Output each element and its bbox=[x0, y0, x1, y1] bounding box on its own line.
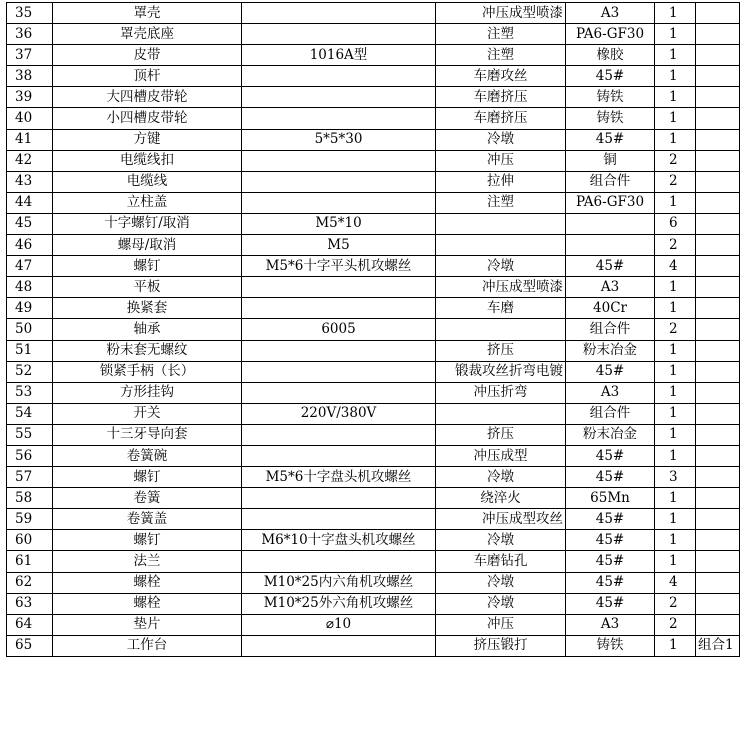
cell-material: A3 bbox=[566, 3, 655, 24]
cell-part-name: 电缆线 bbox=[53, 171, 242, 192]
cell-note bbox=[696, 129, 740, 150]
cell-quantity: 1 bbox=[655, 277, 696, 298]
cell-item-number: 48 bbox=[7, 277, 53, 298]
cell-item-number: 49 bbox=[7, 298, 53, 319]
cell-quantity: 1 bbox=[655, 445, 696, 466]
table-row bbox=[7, 614, 740, 635]
cell-item-number: 53 bbox=[7, 382, 53, 403]
cell-material: 组合件 bbox=[566, 171, 655, 192]
table-row bbox=[7, 551, 740, 572]
cell-part-name: 大四槽皮带轮 bbox=[53, 87, 242, 108]
cell-note bbox=[696, 403, 740, 424]
cell-material: 45# bbox=[566, 530, 655, 551]
cell-specification bbox=[242, 298, 436, 319]
cell-item-number: 65 bbox=[7, 635, 53, 656]
table-row bbox=[7, 509, 740, 530]
cell-specification bbox=[242, 551, 436, 572]
cell-item-number: 40 bbox=[7, 108, 53, 129]
cell-note bbox=[696, 192, 740, 213]
cell-quantity: 1 bbox=[655, 108, 696, 129]
cell-material: 45# bbox=[566, 509, 655, 530]
cell-note bbox=[696, 3, 740, 24]
cell-material: 45# bbox=[566, 551, 655, 572]
table-row bbox=[7, 530, 740, 551]
cell-item-number: 35 bbox=[7, 3, 53, 24]
cell-item-number: 44 bbox=[7, 192, 53, 213]
cell-item-number: 56 bbox=[7, 445, 53, 466]
cell-specification: M10*25内六角机攻螺丝 bbox=[242, 572, 436, 593]
cell-material: 45# bbox=[566, 572, 655, 593]
cell-quantity: 1 bbox=[655, 551, 696, 572]
cell-specification bbox=[242, 424, 436, 445]
cell-specification bbox=[242, 277, 436, 298]
cell-material: PA6-GF30 bbox=[566, 24, 655, 45]
cell-note bbox=[696, 340, 740, 361]
cell-note bbox=[696, 256, 740, 277]
cell-part-name: 换紧套 bbox=[53, 298, 242, 319]
cell-process: 拉伸 bbox=[436, 171, 566, 192]
cell-material: 铸铁 bbox=[566, 108, 655, 129]
cell-process: 注塑 bbox=[436, 24, 566, 45]
cell-quantity: 3 bbox=[655, 467, 696, 488]
cell-material: 粉末冶金 bbox=[566, 340, 655, 361]
cell-specification bbox=[242, 192, 436, 213]
cell-specification: M5 bbox=[242, 235, 436, 256]
cell-item-number: 43 bbox=[7, 171, 53, 192]
cell-specification bbox=[242, 509, 436, 530]
table-row bbox=[7, 277, 740, 298]
table-row bbox=[7, 445, 740, 466]
cell-process: 车磨 bbox=[436, 298, 566, 319]
cell-material: 45# bbox=[566, 66, 655, 87]
cell-specification bbox=[242, 340, 436, 361]
cell-item-number: 47 bbox=[7, 256, 53, 277]
cell-material bbox=[566, 235, 655, 256]
cell-process: 冷墩 bbox=[436, 129, 566, 150]
cell-note bbox=[696, 361, 740, 382]
cell-material bbox=[566, 213, 655, 234]
cell-item-number: 38 bbox=[7, 66, 53, 87]
cell-material: 45# bbox=[566, 467, 655, 488]
cell-item-number: 46 bbox=[7, 235, 53, 256]
cell-item-number: 57 bbox=[7, 467, 53, 488]
cell-item-number: 63 bbox=[7, 593, 53, 614]
cell-note bbox=[696, 488, 740, 509]
table-row bbox=[7, 424, 740, 445]
cell-part-name: 皮带 bbox=[53, 45, 242, 66]
cell-note bbox=[696, 445, 740, 466]
cell-quantity: 2 bbox=[655, 171, 696, 192]
table-row bbox=[7, 488, 740, 509]
cell-part-name: 螺钉 bbox=[53, 530, 242, 551]
cell-specification bbox=[242, 108, 436, 129]
cell-material: A3 bbox=[566, 614, 655, 635]
cell-material: 45# bbox=[566, 256, 655, 277]
cell-item-number: 41 bbox=[7, 129, 53, 150]
cell-part-name: 电缆线扣 bbox=[53, 150, 242, 171]
cell-part-name: 法兰 bbox=[53, 551, 242, 572]
cell-material: 组合件 bbox=[566, 319, 655, 340]
cell-item-number: 60 bbox=[7, 530, 53, 551]
cell-part-name: 工作台 bbox=[53, 635, 242, 656]
cell-item-number: 64 bbox=[7, 614, 53, 635]
cell-item-number: 62 bbox=[7, 572, 53, 593]
cell-material: 40Cr bbox=[566, 298, 655, 319]
cell-specification bbox=[242, 87, 436, 108]
cell-part-name: 十字螺钉/取消 bbox=[53, 213, 242, 234]
table-row bbox=[7, 319, 740, 340]
cell-material: 45# bbox=[566, 593, 655, 614]
cell-item-number: 51 bbox=[7, 340, 53, 361]
cell-part-name: 立柱盖 bbox=[53, 192, 242, 213]
table-row bbox=[7, 340, 740, 361]
cell-quantity: 1 bbox=[655, 129, 696, 150]
cell-process bbox=[436, 213, 566, 234]
cell-part-name: 卷簧盖 bbox=[53, 509, 242, 530]
cell-specification: ⌀10 bbox=[242, 614, 436, 635]
cell-material: 铸铁 bbox=[566, 87, 655, 108]
cell-note bbox=[696, 277, 740, 298]
cell-material: 粉末冶金 bbox=[566, 424, 655, 445]
cell-quantity: 1 bbox=[655, 298, 696, 319]
cell-part-name: 罩壳底座 bbox=[53, 24, 242, 45]
cell-process: 冷墩 bbox=[436, 530, 566, 551]
cell-part-name: 垫片 bbox=[53, 614, 242, 635]
cell-note bbox=[696, 213, 740, 234]
cell-process: 冷墩 bbox=[436, 467, 566, 488]
cell-specification bbox=[242, 382, 436, 403]
cell-quantity: 2 bbox=[655, 235, 696, 256]
table-row bbox=[7, 24, 740, 45]
cell-specification bbox=[242, 24, 436, 45]
cell-part-name: 十三牙导向套 bbox=[53, 424, 242, 445]
cell-specification bbox=[242, 171, 436, 192]
cell-note bbox=[696, 593, 740, 614]
table-row bbox=[7, 572, 740, 593]
cell-quantity: 4 bbox=[655, 256, 696, 277]
cell-specification bbox=[242, 488, 436, 509]
cell-process: 冲压成型喷漆 bbox=[436, 3, 566, 24]
table-row bbox=[7, 382, 740, 403]
cell-specification bbox=[242, 445, 436, 466]
cell-process: 注塑 bbox=[436, 192, 566, 213]
cell-part-name: 轴承 bbox=[53, 319, 242, 340]
cell-item-number: 36 bbox=[7, 24, 53, 45]
cell-quantity: 6 bbox=[655, 213, 696, 234]
cell-quantity: 1 bbox=[655, 424, 696, 445]
table-row bbox=[7, 593, 740, 614]
cell-item-number: 58 bbox=[7, 488, 53, 509]
cell-item-number: 39 bbox=[7, 87, 53, 108]
cell-note bbox=[696, 551, 740, 572]
cell-specification: M5*6十字盘头机攻螺丝 bbox=[242, 467, 436, 488]
cell-specification bbox=[242, 635, 436, 656]
cell-specification: M5*6十字平头机攻螺丝 bbox=[242, 256, 436, 277]
cell-specification: 6005 bbox=[242, 319, 436, 340]
cell-process: 车磨挤压 bbox=[436, 108, 566, 129]
cell-part-name: 螺钉 bbox=[53, 467, 242, 488]
cell-quantity: 1 bbox=[655, 87, 696, 108]
cell-item-number: 61 bbox=[7, 551, 53, 572]
cell-note bbox=[696, 614, 740, 635]
cell-part-name: 锁紧手柄（长） bbox=[53, 361, 242, 382]
table-row bbox=[7, 87, 740, 108]
parts-list-sheet bbox=[6, 2, 740, 657]
cell-part-name: 螺钉 bbox=[53, 256, 242, 277]
cell-part-name: 螺栓 bbox=[53, 572, 242, 593]
cell-process bbox=[436, 403, 566, 424]
cell-quantity: 1 bbox=[655, 488, 696, 509]
cell-material: PA6-GF30 bbox=[566, 192, 655, 213]
cell-process: 车磨攻丝 bbox=[436, 66, 566, 87]
cell-quantity: 1 bbox=[655, 635, 696, 656]
cell-part-name: 罩壳 bbox=[53, 3, 242, 24]
cell-quantity: 4 bbox=[655, 572, 696, 593]
cell-item-number: 42 bbox=[7, 150, 53, 171]
table-row bbox=[7, 129, 740, 150]
table-row bbox=[7, 256, 740, 277]
cell-part-name: 小四槽皮带轮 bbox=[53, 108, 242, 129]
table-row bbox=[7, 235, 740, 256]
cell-material: 45# bbox=[566, 445, 655, 466]
table-row bbox=[7, 403, 740, 424]
cell-note bbox=[696, 171, 740, 192]
cell-material: 65Mn bbox=[566, 488, 655, 509]
table-row bbox=[7, 298, 740, 319]
cell-quantity: 2 bbox=[655, 319, 696, 340]
cell-quantity: 1 bbox=[655, 530, 696, 551]
cell-process: 冲压成型 bbox=[436, 445, 566, 466]
cell-quantity: 1 bbox=[655, 66, 696, 87]
cell-item-number: 52 bbox=[7, 361, 53, 382]
cell-process: 冲压成型攻丝 bbox=[436, 509, 566, 530]
cell-note bbox=[696, 572, 740, 593]
cell-note bbox=[696, 298, 740, 319]
cell-process: 车磨挤压 bbox=[436, 87, 566, 108]
cell-note bbox=[696, 424, 740, 445]
cell-specification bbox=[242, 150, 436, 171]
table-row bbox=[7, 171, 740, 192]
cell-note bbox=[696, 319, 740, 340]
cell-item-number: 55 bbox=[7, 424, 53, 445]
cell-note: 组合1 bbox=[696, 635, 740, 656]
cell-item-number: 50 bbox=[7, 319, 53, 340]
cell-item-number: 37 bbox=[7, 45, 53, 66]
cell-part-name: 卷簧 bbox=[53, 488, 242, 509]
cell-part-name: 卷簧碗 bbox=[53, 445, 242, 466]
cell-quantity: 1 bbox=[655, 24, 696, 45]
cell-material: A3 bbox=[566, 277, 655, 298]
cell-material: 橡胶 bbox=[566, 45, 655, 66]
table-row bbox=[7, 3, 740, 24]
cell-process: 锻裁攻丝折弯电镀 bbox=[436, 361, 566, 382]
cell-note bbox=[696, 509, 740, 530]
cell-process: 冲压 bbox=[436, 614, 566, 635]
cell-specification: 220V/380V bbox=[242, 403, 436, 424]
table-row bbox=[7, 213, 740, 234]
cell-material: 铜 bbox=[566, 150, 655, 171]
cell-process: 绕淬火 bbox=[436, 488, 566, 509]
cell-specification: M5*10 bbox=[242, 213, 436, 234]
cell-specification bbox=[242, 361, 436, 382]
cell-process: 挤压锻打 bbox=[436, 635, 566, 656]
cell-quantity: 1 bbox=[655, 361, 696, 382]
cell-note bbox=[696, 108, 740, 129]
table-row bbox=[7, 150, 740, 171]
cell-specification: M10*25外六角机攻螺丝 bbox=[242, 593, 436, 614]
cell-material: 铸铁 bbox=[566, 635, 655, 656]
cell-item-number: 54 bbox=[7, 403, 53, 424]
cell-material: 组合件 bbox=[566, 403, 655, 424]
table-row bbox=[7, 635, 740, 656]
cell-process: 冲压折弯 bbox=[436, 382, 566, 403]
cell-part-name: 方形挂钩 bbox=[53, 382, 242, 403]
cell-note bbox=[696, 87, 740, 108]
cell-item-number: 59 bbox=[7, 509, 53, 530]
cell-process bbox=[436, 235, 566, 256]
cell-item-number: 45 bbox=[7, 213, 53, 234]
cell-process: 挤压 bbox=[436, 340, 566, 361]
cell-part-name: 开关 bbox=[53, 403, 242, 424]
cell-material: 45# bbox=[566, 361, 655, 382]
cell-material: 45# bbox=[566, 129, 655, 150]
cell-quantity: 1 bbox=[655, 509, 696, 530]
cell-note bbox=[696, 45, 740, 66]
table-row bbox=[7, 361, 740, 382]
cell-quantity: 1 bbox=[655, 3, 696, 24]
cell-process: 冷墩 bbox=[436, 593, 566, 614]
cell-part-name: 粉末套无螺纹 bbox=[53, 340, 242, 361]
cell-process: 挤压 bbox=[436, 424, 566, 445]
cell-specification: M6*10十字盘头机攻螺丝 bbox=[242, 530, 436, 551]
cell-specification: 5*5*30 bbox=[242, 129, 436, 150]
cell-quantity: 2 bbox=[655, 593, 696, 614]
cell-note bbox=[696, 24, 740, 45]
cell-process: 冷墩 bbox=[436, 572, 566, 593]
cell-note bbox=[696, 235, 740, 256]
parts-table bbox=[6, 2, 740, 657]
cell-process: 车磨钻孔 bbox=[436, 551, 566, 572]
cell-quantity: 1 bbox=[655, 403, 696, 424]
cell-process: 冲压成型喷漆 bbox=[436, 277, 566, 298]
cell-part-name: 方键 bbox=[53, 129, 242, 150]
cell-specification: 1016A型 bbox=[242, 45, 436, 66]
cell-process bbox=[436, 319, 566, 340]
cell-quantity: 1 bbox=[655, 45, 696, 66]
cell-quantity: 1 bbox=[655, 340, 696, 361]
table-row bbox=[7, 66, 740, 87]
cell-process: 冲压 bbox=[436, 150, 566, 171]
cell-note bbox=[696, 467, 740, 488]
cell-quantity: 1 bbox=[655, 382, 696, 403]
cell-note bbox=[696, 530, 740, 551]
cell-quantity: 1 bbox=[655, 192, 696, 213]
cell-material: A3 bbox=[566, 382, 655, 403]
table-row bbox=[7, 45, 740, 66]
cell-process: 注塑 bbox=[436, 45, 566, 66]
cell-specification bbox=[242, 66, 436, 87]
cell-note bbox=[696, 382, 740, 403]
cell-process: 冷墩 bbox=[436, 256, 566, 277]
table-row bbox=[7, 108, 740, 129]
cell-specification bbox=[242, 3, 436, 24]
parts-table-body bbox=[7, 3, 740, 657]
cell-part-name: 螺栓 bbox=[53, 593, 242, 614]
cell-quantity: 2 bbox=[655, 150, 696, 171]
cell-part-name: 螺母/取消 bbox=[53, 235, 242, 256]
table-row bbox=[7, 192, 740, 213]
table-row bbox=[7, 467, 740, 488]
cell-note bbox=[696, 66, 740, 87]
cell-part-name: 平板 bbox=[53, 277, 242, 298]
cell-part-name: 顶杆 bbox=[53, 66, 242, 87]
cell-note bbox=[696, 150, 740, 171]
cell-quantity: 2 bbox=[655, 614, 696, 635]
